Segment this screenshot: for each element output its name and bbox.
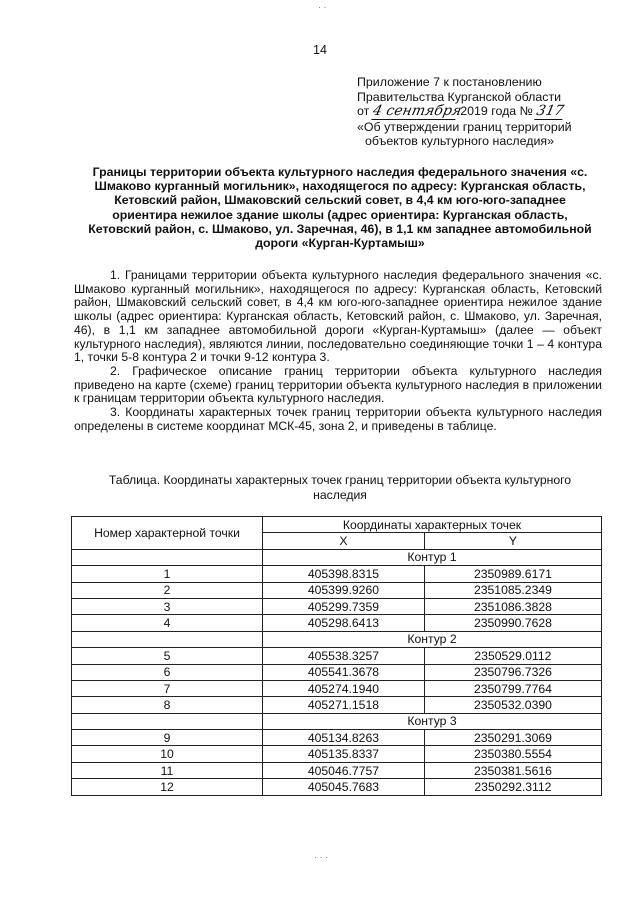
- y-value: 2350380.5554: [424, 746, 601, 762]
- point-number: 6: [72, 664, 263, 680]
- document-body: [74, 269, 602, 433]
- y-value: 2350989.6171: [424, 566, 601, 582]
- contour-blank-cell: [72, 631, 263, 647]
- y-value: 2350292.3112: [424, 779, 601, 795]
- handwritten-number: 317: [535, 103, 566, 119]
- appendix-line-1: Приложение 7 к постановлению: [357, 75, 542, 89]
- table-row: [72, 697, 602, 713]
- handwritten-date: 4 сентября: [371, 103, 463, 119]
- page-number: 14: [313, 43, 327, 57]
- x-value: 405271.1518: [263, 697, 425, 713]
- appendix-block: [357, 75, 607, 149]
- header-point-number: Номер характерной точки: [72, 517, 263, 550]
- x-value: 405135.8337: [263, 746, 425, 762]
- y-value: 2350532.0390: [424, 697, 601, 713]
- contour-row: [72, 549, 602, 565]
- x-value: 405399.9260: [263, 582, 425, 598]
- header-coordinates: Координаты характерных точек: [263, 517, 602, 533]
- x-value: 405398.8315: [263, 566, 425, 582]
- x-value: 405274.1940: [263, 680, 425, 696]
- from-label: от: [357, 104, 370, 118]
- header-y: Y: [424, 533, 601, 549]
- y-value: 2350381.5616: [424, 762, 601, 778]
- table-row: [72, 582, 602, 598]
- table-header-row: [72, 517, 602, 533]
- table-row: [72, 648, 602, 664]
- x-value: 405045.7683: [263, 779, 425, 795]
- y-value: 2350799.7764: [424, 680, 601, 696]
- point-number: 5: [72, 648, 263, 664]
- point-number: 9: [72, 730, 263, 746]
- point-number: 2: [72, 582, 263, 598]
- contour-title: Контур 1: [263, 549, 602, 565]
- contour-title: Контур 3: [263, 713, 602, 729]
- appendix-line-5: объектов культурного наследия»: [365, 134, 555, 148]
- appendix-line-2: Правительства Курганской области: [357, 89, 562, 104]
- table-row: [72, 598, 602, 614]
- point-number: 8: [72, 697, 263, 713]
- y-value: 2350291.3069: [424, 730, 601, 746]
- header-x: X: [263, 533, 425, 549]
- y-value: 2350529.0112: [424, 648, 601, 664]
- scan-artifact: · · ·: [314, 852, 328, 862]
- table-row: [72, 615, 602, 631]
- table-row: [72, 680, 602, 696]
- x-value: 405134.8263: [263, 730, 425, 746]
- contour-title: Контур 2: [263, 631, 602, 647]
- point-number: 1: [72, 566, 263, 582]
- x-value: 405541.3678: [263, 664, 425, 680]
- x-value: 405046.7757: [263, 762, 425, 778]
- y-value: 2351086.3828: [424, 598, 601, 614]
- document-heading: Границы территории объекта культурного наследия федерального значения «с. Шмаково курганный могильник», находящегося по адресу: Курганская область, Кетовский район, Шмаковский сельский совет, в 4,4 км юго-юго-западнее ориентира нежилое здание школы (адрес ориентира: Курганская область, Кетовский район, с. Шмаково, ул. Заречная, 46), в 1,1 км западнее автомобильной дороги «Курган-Куртамыш»: [88, 165, 592, 251]
- coordinates-table: [71, 516, 602, 796]
- x-value: 405538.3257: [263, 648, 425, 664]
- x-value: 405299.7359: [263, 598, 425, 614]
- table-row: [72, 762, 602, 778]
- paragraph-2: 2. Графическое описание границ территории объекта культурного наследия приведено на карте (схеме) границ территории объекта культурного наследия в приложении к границам территории объекта культурного наследия.: [74, 363, 602, 406]
- table-row: [72, 566, 602, 582]
- point-number: 11: [72, 762, 263, 778]
- table-row: [72, 779, 602, 795]
- table-row: [72, 746, 602, 762]
- point-number: 12: [72, 779, 263, 795]
- table-row: [72, 664, 602, 680]
- paragraph-3: 3. Координаты характерных точек границ территории объекта культурного наследия определены в системе координат МСК-45, зона 2, и приведены в таблице.: [74, 405, 602, 433]
- x-value: 405298.6413: [263, 615, 425, 631]
- contour-blank-cell: [72, 549, 263, 565]
- contour-row: [72, 631, 602, 647]
- paragraph-1: 1. Границами территории объекта культурного наследия федерального значения «с. Шмаково курганный могильник», находящегося по адресу: Курганская область, Кетовский район, Шмаковский сельский совет, в 4,4 км юго-юго-западнее ориентира нежилое здание школы (адрес ориентира: Курганская область, Кетовский район, с. Шмаково, ул. Заречная, 46), в 1,1 км западнее автомобильной дороги «Курган-Куртамыш» (далее — объект культурного наследия), являются линии, последовательно соединяющие точки 1 – 4 контура 1, точки 5-8 контура 2 и точки 9-12 контура 3.: [74, 268, 602, 365]
- y-value: 2351085.2349: [424, 582, 601, 598]
- scan-artifact: · ·: [318, 2, 327, 12]
- point-number: 3: [72, 598, 263, 614]
- year-text: 2019 года №: [460, 104, 533, 118]
- point-number: 7: [72, 680, 263, 696]
- point-number: 4: [72, 615, 263, 631]
- table-caption: Таблица. Координаты характерных точек границ территории объекта культурного наследия: [108, 473, 572, 502]
- appendix-line-4: «Об утверждении границ территорий: [357, 119, 572, 134]
- contour-blank-cell: [72, 713, 263, 729]
- y-value: 2350796.7326: [424, 664, 601, 680]
- table-row: [72, 730, 602, 746]
- point-number: 10: [72, 746, 263, 762]
- y-value: 2350990.7628: [424, 615, 601, 631]
- contour-row: [72, 713, 602, 729]
- appendix-date-line: [357, 104, 607, 120]
